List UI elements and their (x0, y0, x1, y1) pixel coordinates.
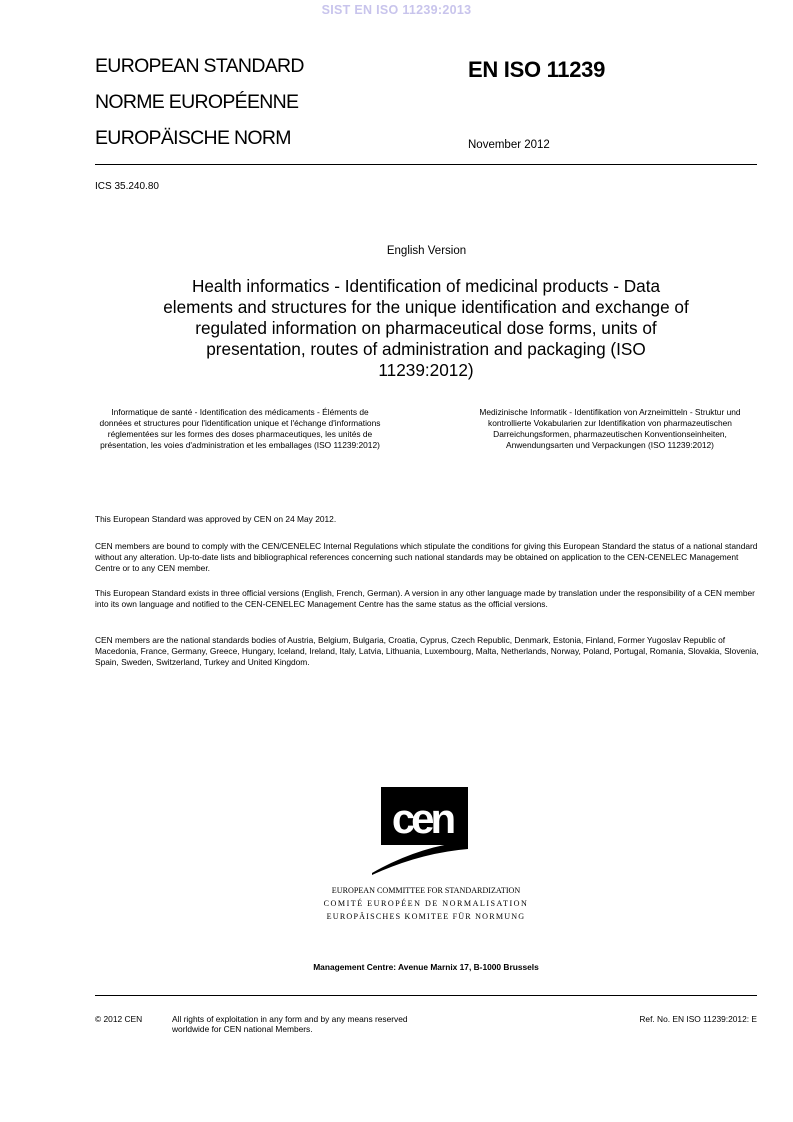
reference-number: Ref. No. EN ISO 11239:2012: E (639, 1014, 757, 1024)
standard-name-fr: NORME EUROPÉENNE (95, 91, 299, 113)
approval-paragraph: This European Standard was approved by CEN on 24 May 2012. (95, 514, 337, 524)
rights-line-1: All rights of exploitation in any form and by any means reserved (172, 1014, 408, 1024)
committee-name-fr: COMITÉ EUROPÉEN DE NORMALISATION (323, 899, 529, 908)
rights-line-2: worldwide for CEN national Members. (172, 1024, 313, 1034)
logo-text: cen (391, 795, 453, 842)
watermark: SIST EN ISO 11239:2013 (321, 3, 472, 17)
copyright: © 2012 CEN (95, 1014, 143, 1024)
document-title: Health informatics - Identification of medicinal products - Data elements and structures for the unique identification and exchange of regulated information on pharmaceutical dose forms, units of presentation, routes of administration and packaging (ISO 11239:2012) (163, 276, 689, 380)
title-german: Medizinische Informatik - Identifikation von Arzneimitteln - Struktur und kontrollierte Vokabularien zur Identifikation von pharmazeutischen Darreichungsformen, pharmazeutischen Konventionseinheiten, Anwendungsarten und Verpackungen (ISO 11239:2012) (479, 407, 741, 450)
ics-code: ICS 35.240.80 (95, 181, 159, 192)
management-centre: Management Centre: Avenue Marnix 17, B-1000 Brussels (313, 962, 539, 972)
standard-number: EN ISO 11239 (468, 57, 606, 82)
cen-logo (372, 787, 468, 875)
version-label: English Version (386, 245, 467, 257)
compliance-paragraph: CEN members are bound to comply with the CEN/CENELEC Internal Regulations which stipulate the conditions for giving this European Standard the status of a national standard without any alteration. Up-to-date lists and bibliographical references concerning such national standards may be obtained on application to the CEN-CENELEC Management Centre or to any CEN member. (95, 541, 758, 573)
header-rule (95, 164, 757, 165)
footer-rule (95, 995, 757, 996)
versions-paragraph: This European Standard exists in three official versions (English, French, German). A version in any other language made by translation under the responsibility of a CEN member into its own language and notified to the CEN-CENELEC Management Centre has the same status as the official versions. (95, 588, 755, 609)
publication-date: November 2012 (468, 139, 550, 151)
standard-name-de: EUROPÄISCHE NORM (95, 127, 291, 149)
committee-name-de: EUROPÄISCHES KOMITEE FÜR NORMUNG (326, 912, 526, 921)
members-paragraph: CEN members are the national standards bodies of Austria, Belgium, Bulgaria, Croatia, Cyprus, Czech Republic, Denmark, Estonia, Finland, Former Yugoslav Republic of Macedonia, France, Germany, Greece, Hungary, Iceland, Ireland, Italy, Latvia, Lithuania, Luxembourg, Malta, Netherlands, Norway, Poland, Portugal, Romania, Slovakia, Slovenia, Spain, Sweden, Switzerland, Turkey and United Kingdom. (95, 635, 759, 667)
title-french: Informatique de santé - Identification des médicaments - Éléments de données et structures pour l'identification unique et l'échange d'informations réglementées sur les formes des doses pharmaceutiques, les unités de présentation, les voies d'administration et les emballages (ISO 11239:2012) (99, 407, 381, 450)
committee-name-en: EUROPEAN COMMITTEE FOR STANDARDIZATION (331, 886, 521, 895)
standard-name-en: EUROPEAN STANDARD (95, 55, 304, 77)
